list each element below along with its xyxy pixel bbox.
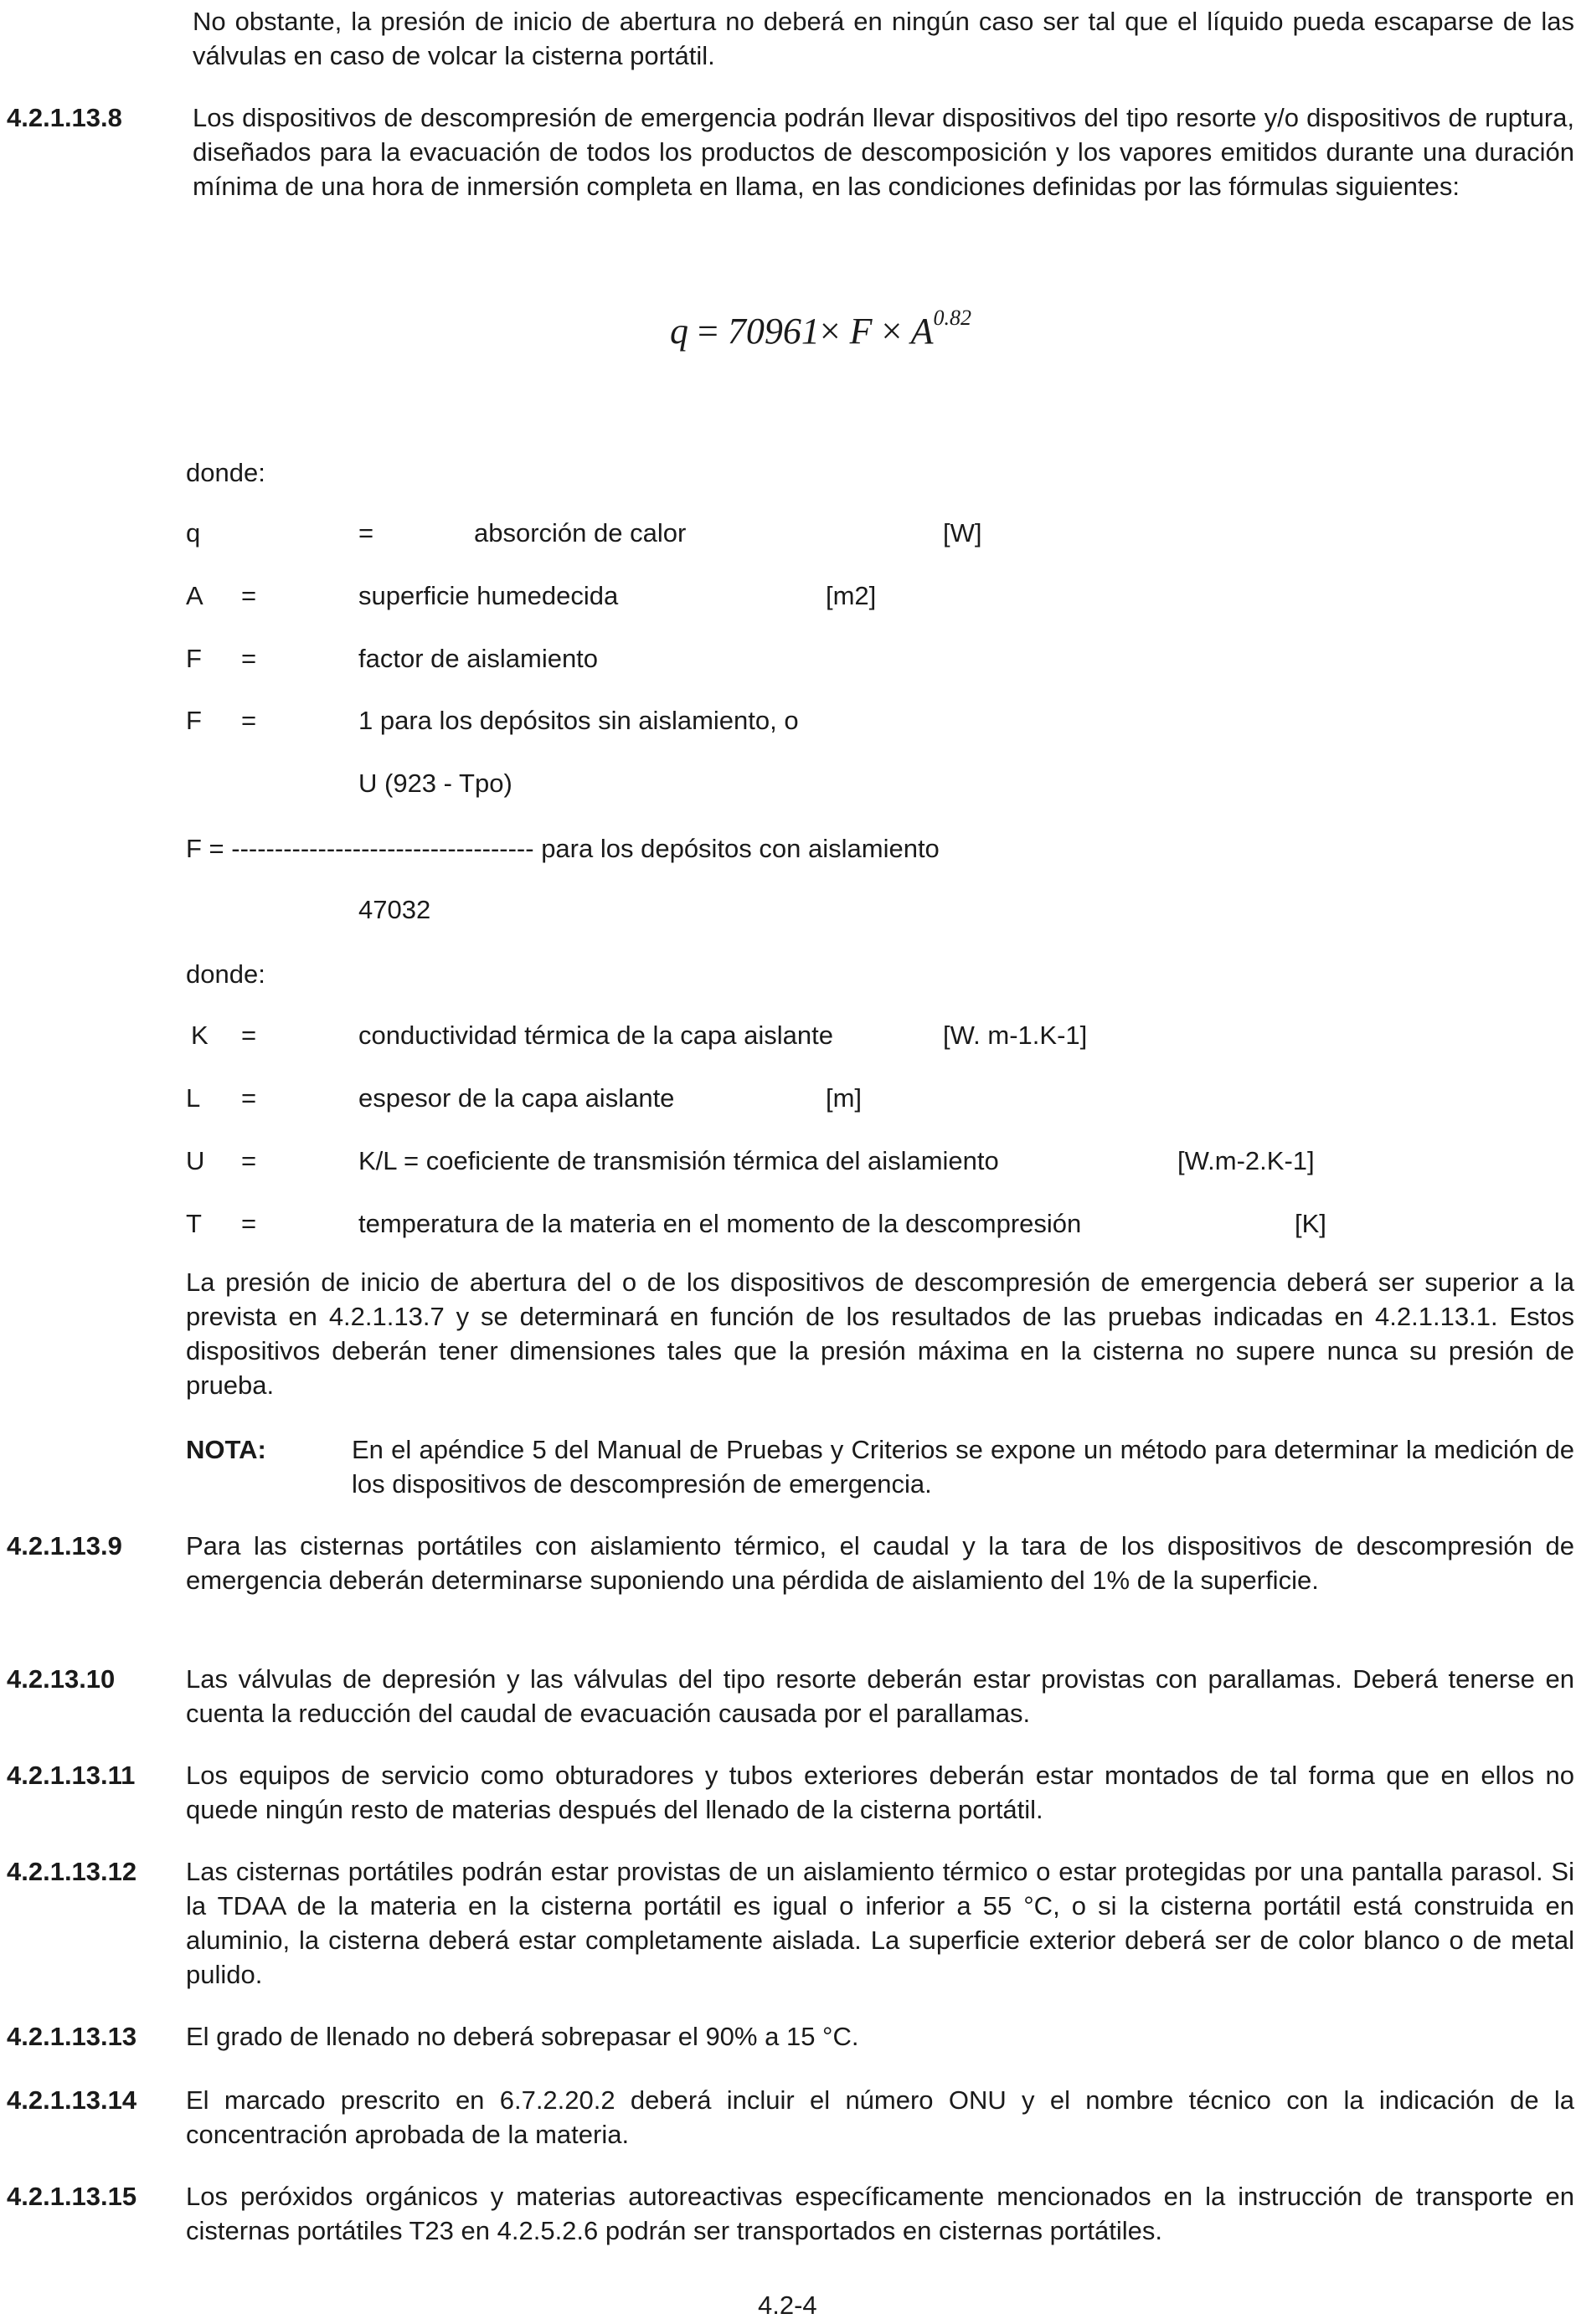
fraction-denominator: 47032 <box>358 895 431 924</box>
def-equals: = <box>241 1083 257 1113</box>
heat-absorption-formula <box>670 306 971 352</box>
section-number: 4.2.1.13.15 <box>7 2182 137 2211</box>
def-unit: [W] <box>943 518 982 548</box>
section-text: El marcado prescrito en 6.7.2.20.2 deberá incluir el número ONU y el nombre técnico con la indicación de la concentración aprobada de la materia. <box>186 2085 1574 2149</box>
fraction-numerator: U (923 - Tpo) <box>358 769 512 798</box>
def-equals: = <box>241 1146 257 1175</box>
note-label: NOTA: <box>186 1435 266 1464</box>
section-number: 4.2.1.13.13 <box>7 2022 137 2051</box>
def-symbol: U <box>186 1146 205 1175</box>
def-symbol: T <box>186 1209 202 1238</box>
def-symbol: L <box>186 1083 201 1113</box>
formula-times-1: × <box>819 311 841 352</box>
page-number: 4.2-4 <box>758 2291 817 2320</box>
section-text: Las válvulas de depresión y las válvulas del tipo resorte deberán estar provistas con parallamas. Deberá tenerse en cuenta la reducción del caudal de evacuación causada por el parallamas. <box>186 1664 1574 1728</box>
donde-label-2: donde: <box>186 959 265 989</box>
section-text: Para las cisternas portátiles con aislamiento térmico, el caudal y la tara de los dispositivos de descompresión de emergencia deberán determinarse suponiendo una pérdida de aislamiento del 1% de la superficie. <box>186 1531 1574 1595</box>
formula-exponent: 0.82 <box>933 306 971 331</box>
formula-lhs: q <box>670 311 688 352</box>
def-description: superficie humedecida <box>358 581 619 610</box>
def-symbol: A <box>186 581 203 610</box>
def-description: 1 para los depósitos sin aislamiento, o <box>358 706 799 735</box>
formula-f: F <box>849 311 873 352</box>
def-equals: = <box>241 1021 257 1050</box>
section-number: 4.2.13.10 <box>7 1664 116 1694</box>
def-equals: = <box>241 706 257 735</box>
formula-times-2: × <box>881 311 903 352</box>
section-number: 4.2.1.13.12 <box>7 1857 137 1886</box>
section-text: Los equipos de servicio como obturadores y tubos exteriores deberán estar montados de tal forma que en ellos no quede ningún resto de materias después del llenado de la cisterna portátil. <box>186 1761 1574 1824</box>
def-equals: = <box>241 644 257 673</box>
note-text: En el apéndice 5 del Manual de Pruebas y Criterios se expone un método para determinar la medición de los dispositivos de descompresión de emergencia. <box>352 1435 1574 1499</box>
donde-label-1: donde: <box>186 458 265 487</box>
def-unit: [m] <box>826 1083 863 1113</box>
def-symbol: q <box>186 518 201 548</box>
def-unit: [W.m-2.K-1] <box>1177 1146 1315 1175</box>
def-equals: = <box>358 518 374 548</box>
fraction-line: F = ----------------------------------- para los depósitos con aislamiento <box>186 834 940 863</box>
section-text-8: Los dispositivos de descompresión de emergencia podrán llevar dispositivos del tipo resorte y/o dispositivos de ruptura, diseñados para la evacuación de todos los productos de descomposición y los vapores emitidos durante una duración mínima de una hora de inmersión completa en llama, en las condiciones definidas por las fórmulas siguientes: <box>193 103 1574 201</box>
section-text: El grado de llenado no deberá sobrepasar el 90% a 15 °C. <box>186 2022 859 2051</box>
def-description: K/L = coeficiente de transmisión térmica del aislamiento <box>358 1146 999 1175</box>
def-unit: [W. m-1.K-1] <box>943 1021 1088 1050</box>
def-unit: [K] <box>1295 1209 1326 1238</box>
formula-coefficient: 70961 <box>727 311 820 352</box>
section-number-8: 4.2.1.13.8 <box>7 103 122 132</box>
section-text: Los peróxidos orgánicos y materias autoreactivas específicamente mencionados en la instrucción de transporte en cisternas portátiles T23 en 4.2.5.2.6 podrán ser transportados en cisternas portátiles. <box>186 2182 1574 2245</box>
def-symbol: F <box>186 706 202 735</box>
section-number: 4.2.1.13.14 <box>7 2085 137 2115</box>
def-unit: [m2] <box>826 581 877 610</box>
def-equals: = <box>241 1209 257 1238</box>
def-equals: = <box>241 581 257 610</box>
def-symbol: K <box>191 1021 209 1050</box>
formula-equals: = <box>698 311 718 352</box>
section-number: 4.2.1.13.11 <box>7 1761 136 1790</box>
def-description: espesor de la capa aislante <box>358 1083 675 1113</box>
opening-pressure-paragraph: La presión de inicio de abertura del o de los dispositivos de descompresión de emergencia deberá ser superior a la prevista en 4.2.1.13.7 y se determinará en función de los resultados de las pruebas indicadas en 4.2.1.13.1. Estos dispositivos deberán tener dimensiones tales que la presión máxima en la cisterna no supere nunca su presión de prueba. <box>186 1267 1574 1400</box>
formula-a: A <box>910 311 934 352</box>
def-description: temperatura de la materia en el momento de la descompresión <box>358 1209 1082 1238</box>
def-description: conductividad térmica de la capa aislante <box>358 1021 833 1050</box>
section-number: 4.2.1.13.9 <box>7 1531 122 1560</box>
def-description: factor de aislamiento <box>358 644 599 673</box>
def-symbol: F <box>186 644 202 673</box>
continuation-paragraph: No obstante, la presión de inicio de abertura no deberá en ningún caso ser tal que el líquido pueda escaparse de las válvulas en caso de volcar la cisterna portátil. <box>193 7 1574 70</box>
def-description: absorción de calor <box>474 518 687 548</box>
section-text: Las cisternas portátiles podrán estar provistas de un aislamiento térmico o estar protegidas por una pantalla parasol. Si la TDAA de la materia en la cisterna portátil es igual o inferior a 55 °C, o si la cisterna portátil está construida en aluminio, la cisterna deberá estar completamente aislada. La superficie exterior deberá ser de color blanco o de metal pulido. <box>186 1857 1574 1989</box>
